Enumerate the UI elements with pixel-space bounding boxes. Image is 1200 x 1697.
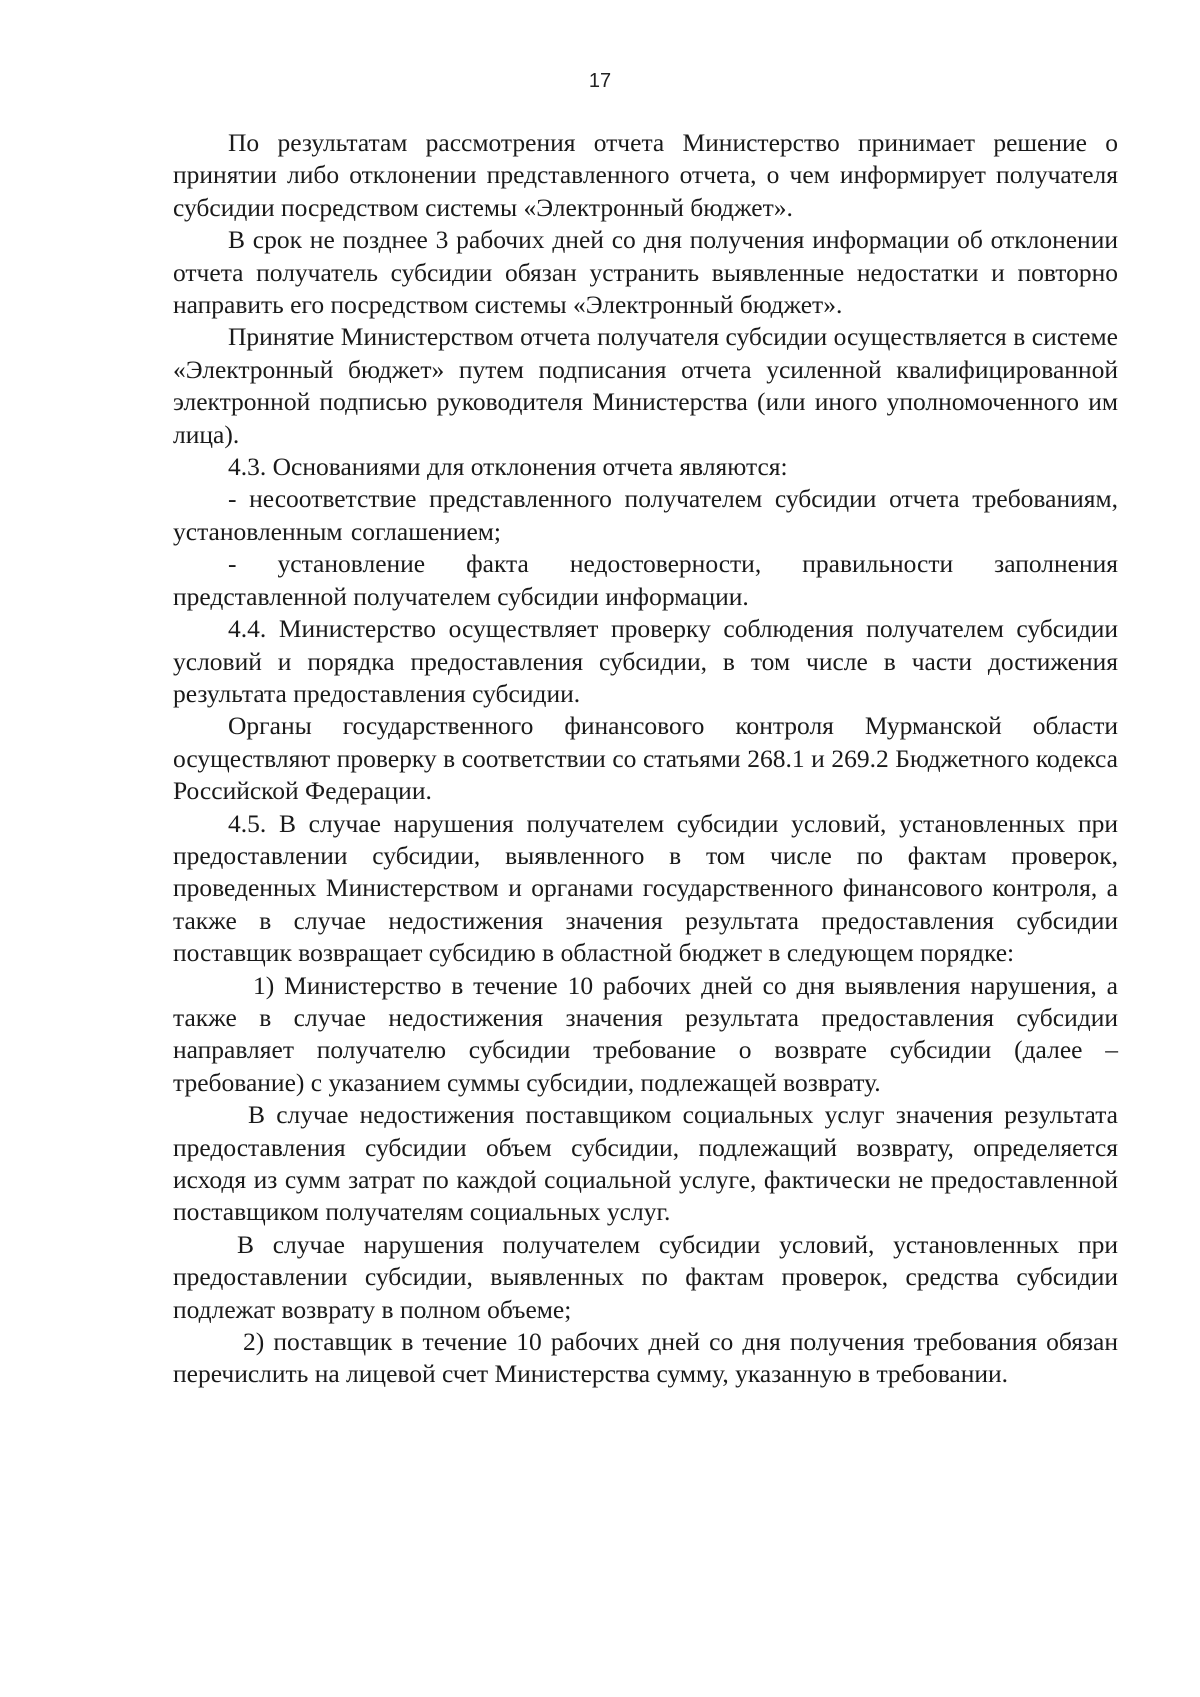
paragraph-4-3-item-2: - установление факта недостоверности, правильности заполнения представленной получателем субсидии информации.: [173, 549, 1118, 611]
page-number: 17: [588, 70, 612, 92]
paragraph-violation-full-return: В случае нарушения получателем субсидии условий, установленных при предоставлении субсидии, выявленных по фактам проверок, средства субсидии подлежат возврату в полном объеме;: [173, 1229, 1118, 1324]
paragraph-financial-control: Органы государственного финансового контроля Мурманской области осуществляют проверку в соответствии со статьями 268.1 и 269.2 Бюджетного кодекса Российской Федерации.: [173, 711, 1118, 806]
paragraph-4-5-item-1: 1) Министерство в течение 10 рабочих дней со дня выявления нарушения, а также в случае недостижения значения результата предоставления субсидии направляет получателю субсидии требование о возврате субсидии (далее – требование) с указанием суммы субсидии, подлежащей возврату.: [173, 970, 1118, 1097]
paragraph-report-decision: По результатам рассмотрения отчета Министерство принимает решение о принятии либо отклонении представленного отчета, о чем информирует получателя субсидии посредством системы «Электронный бюджет».: [173, 128, 1118, 222]
paragraph-4-4: 4.4. Министерство осуществляет проверку соблюдения получателем субсидии условий и порядка предоставления субсидии, в том числе в части достижения результата предоставления субсидии.: [173, 614, 1118, 708]
paragraph-non-achievement: В случае недостижения поставщиком социальных услуг значения результата предоставления субсидии объем субсидии, подлежащий возврату, определяется исходя из сумм затрат по каждой социальной услуге, фактически не предоставленной поставщиком получателям социальных услуг.: [173, 1100, 1118, 1227]
paragraph-report-acceptance: Принятие Министерством отчета получателя субсидии осуществляется в системе «Электронный бюджет» путем подписания отчета усиленной квалифицированной электронной подписью руководителя Министерства (или иного уполномоченного им лица).: [173, 322, 1118, 449]
paragraph-4-3-heading: 4.3. Основаниями для отклонения отчета являются:: [228, 452, 788, 482]
paragraph-rejection-deadline: В срок не позднее 3 рабочих дней со дня получения информации об отклонении отчета получатель субсидии обязан устранить выявленные недостатки и повторно направить его посредством системы «Электронный бюджет».: [173, 225, 1118, 320]
document-body: [173, 127, 1118, 1391]
paragraph-4-5-item-2: 2) поставщик в течение 10 рабочих дней со дня получения требования обязан перечислить на лицевой счет Министерства сумму, указанную в требовании.: [173, 1327, 1118, 1389]
paragraph-4-5: 4.5. В случае нарушения получателем субсидии условий, установленных при предоставлении субсидии, выявленного в том числе по фактам проверок, проведенных Министерством и органами государственного финансового контроля, а также в случае недостижения значения результата предоставления субсидии поставщик возвращает субсидию в областной бюджет в следующем порядке:: [173, 808, 1118, 968]
paragraph-4-3-item-1: - несоответствие представленного получателем субсидии отчета требованиям, установленным соглашением;: [173, 484, 1118, 546]
